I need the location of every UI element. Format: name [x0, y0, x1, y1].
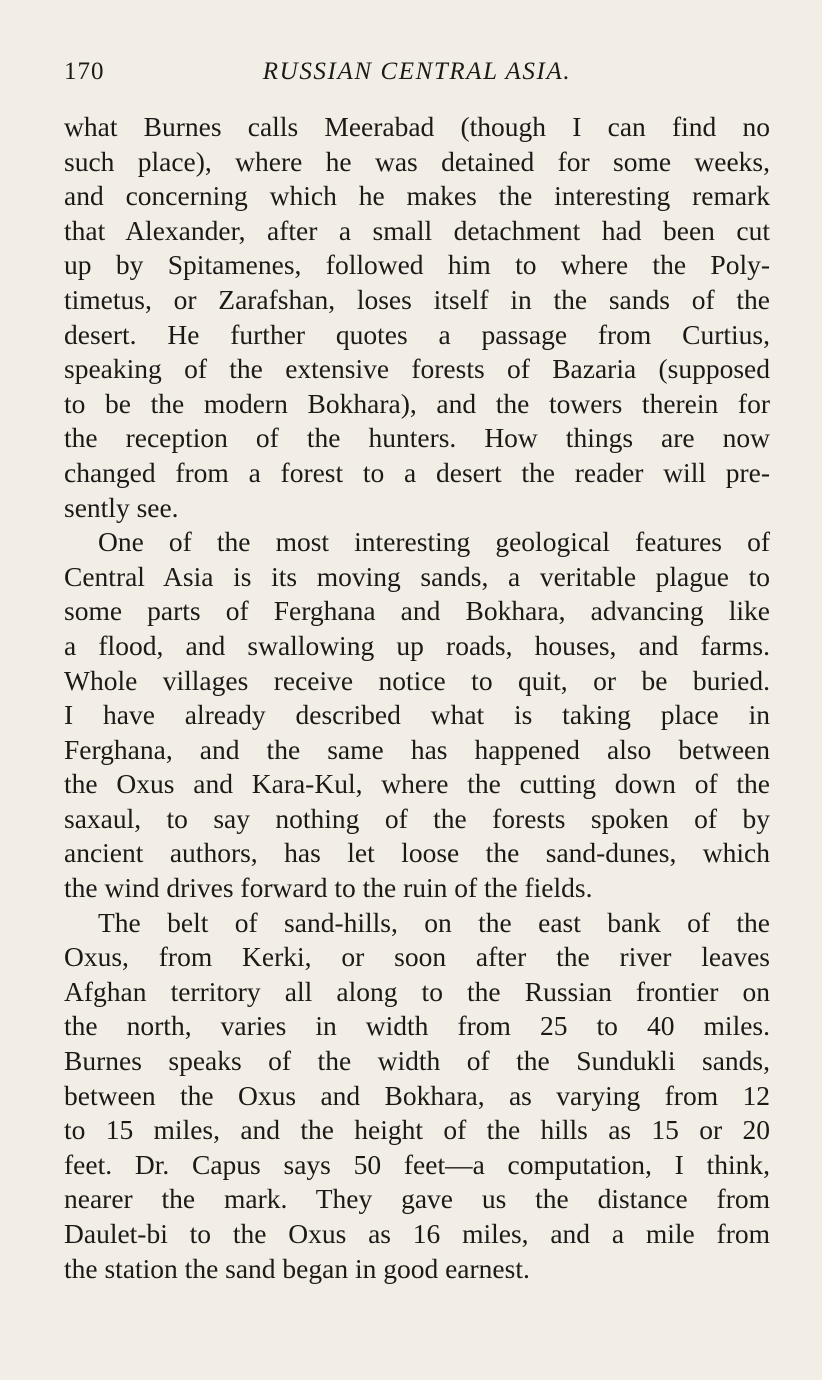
text-line: sently see. [64, 491, 179, 523]
text-line: to 15 miles, and the height of the hills as 15 or 20 [64, 1114, 770, 1146]
text-line: to be the modern Bokhara), and the towers therein for [64, 387, 770, 419]
page-number: 170 [64, 58, 105, 85]
text-line: what Burnes calls Meerabad (though I can find no [64, 111, 770, 142]
text-line: that Alexander, after a small detachment had been cut [64, 214, 770, 246]
page-header [64, 58, 770, 92]
text-line: feet. Dr. Capus says 50 feet—a computation, I think, [64, 1148, 770, 1180]
text-line: timetus, or Zarafshan, loses itself in the sands of the [64, 283, 770, 315]
text-line: saxaul, to say nothing of the forests spoken of by [64, 802, 770, 834]
text-line: speaking of the extensive forests of Bazaria (supposed [64, 353, 770, 385]
text-line: nearer the mark. They gave us the distance from [64, 1183, 770, 1215]
running-head: RUSSIAN CENTRAL ASIA. [262, 58, 572, 85]
text-line: the wind drives forward to the ruin of the fields. [64, 872, 593, 904]
text-line: the north, varies in width from 25 to 40 miles. [64, 1010, 770, 1042]
body-text [64, 110, 770, 1286]
text-line: a flood, and swallowing up roads, houses, and farms. [64, 629, 770, 661]
text-line: Oxus, from Kerki, or soon after the river leaves [64, 941, 770, 973]
text-line: the station the sand began in good earnest. [64, 1252, 530, 1284]
paragraph-start-line: The belt of sand-hills, on the east bank of the [98, 906, 770, 938]
text-line: Burnes speaks of the width of the Sundukli sands, [64, 1045, 770, 1077]
text-line: Afghan territory all along to the Russian frontier on [64, 975, 770, 1007]
text-line: the reception of the hunters. How things are now [64, 422, 770, 454]
text-line: Central Asia is its moving sands, a veritable plague to [64, 560, 770, 592]
text-line: between the Oxus and Bokhara, as varying from 12 [64, 1079, 770, 1111]
text-line: some parts of Ferghana and Bokhara, advancing like [64, 595, 770, 627]
text-line: the Oxus and Kara-Kul, where the cutting down of the [64, 768, 770, 800]
text-line: ancient authors, has let loose the sand-dunes, which [64, 837, 770, 869]
paragraph-start-line: One of the most interesting geological features of [98, 526, 770, 558]
text-line: and concerning which he makes the interesting remark [64, 180, 770, 212]
text-line: I have already described what is taking place in [64, 699, 770, 731]
text-line: such place), where he was detained for some weeks, [64, 145, 770, 177]
text-line: Daulet-bi to the Oxus as 16 miles, and a mile from [64, 1218, 770, 1249]
text-line: desert. He further quotes a passage from Curtius, [64, 318, 770, 350]
text-line: Ferghana, and the same has happened also between [64, 733, 770, 765]
text-line: up by Spitamenes, followed him to where the Poly- [64, 249, 770, 281]
text-line: Whole villages receive notice to quit, or be buried. [64, 664, 770, 696]
text-line: changed from a forest to a desert the reader will pre- [64, 456, 770, 488]
